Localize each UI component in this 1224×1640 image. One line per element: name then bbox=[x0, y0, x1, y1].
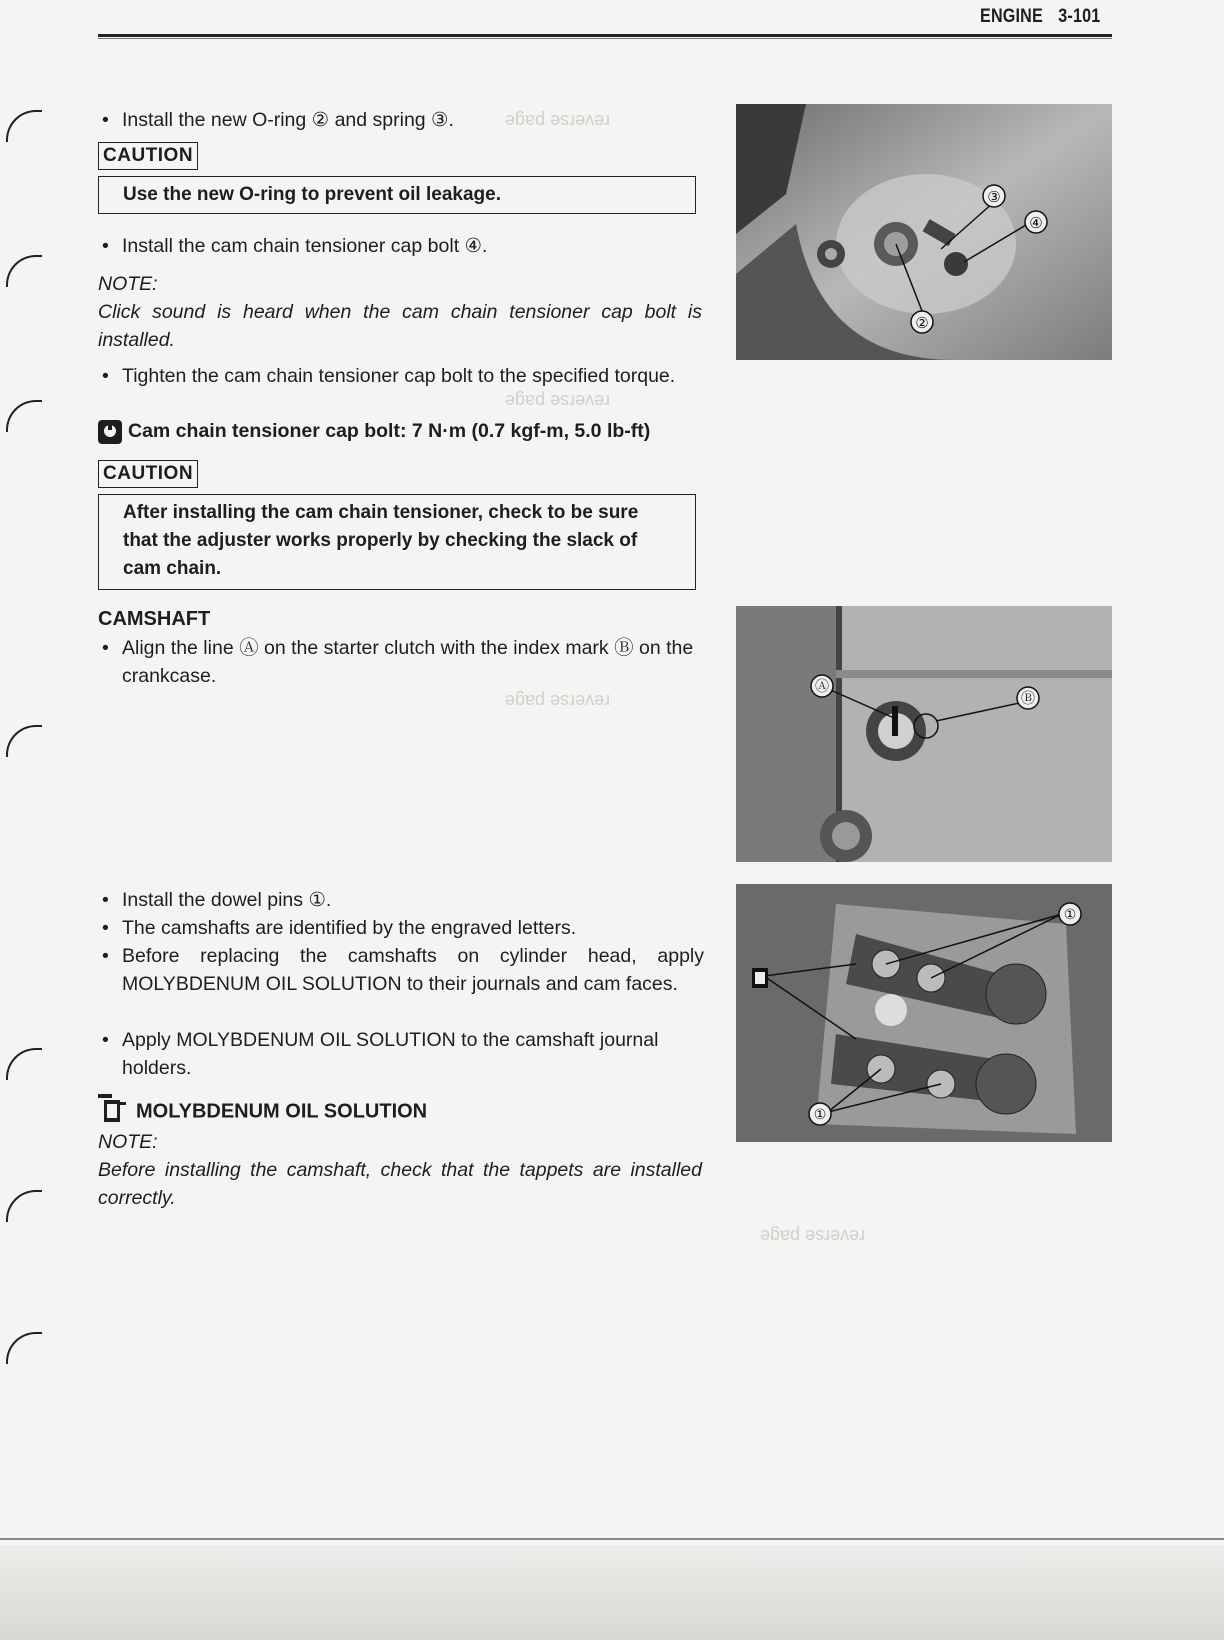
photo-starter-clutch-alignment bbox=[736, 606, 1112, 862]
oil-can-icon bbox=[98, 1092, 128, 1132]
lubricant-spec bbox=[98, 1092, 427, 1132]
binder-ring-mark bbox=[6, 1332, 42, 1364]
binder-ring-mark bbox=[6, 1048, 42, 1080]
lubricant-label: MOLYBDENUM OIL SOLUTION bbox=[136, 1100, 428, 1123]
binder-ring-mark bbox=[6, 255, 42, 287]
section-title-camshaft: CAMSHAFT bbox=[98, 608, 211, 630]
header-rule-thin bbox=[98, 38, 1112, 39]
caution-label: CAUTION bbox=[98, 142, 198, 170]
photo-callout: Ⓑ bbox=[1021, 691, 1035, 707]
page-header bbox=[980, 6, 1116, 28]
note-label: NOTE: bbox=[98, 273, 158, 295]
note-text: Click sound is heard when the cam chain tensioner cap bolt is installed. bbox=[98, 301, 702, 351]
note-label: NOTE: bbox=[98, 1131, 158, 1153]
photo-callout: ④ bbox=[1029, 214, 1043, 232]
caution-label: CAUTION bbox=[98, 460, 198, 488]
bleed-through-text: reverse page bbox=[505, 691, 611, 711]
header-rule bbox=[98, 34, 1112, 37]
photo-callout: ① bbox=[813, 1107, 827, 1123]
bleed-through-text: reverse page bbox=[760, 1226, 866, 1246]
photo-callout: ① bbox=[1063, 907, 1077, 923]
photo-camshaft-drawing bbox=[736, 884, 1112, 1142]
caution-box: After installing the cam chain tensioner, check to be sure that the adjuster works properly by checking the slack of cam chain. bbox=[98, 494, 696, 590]
photo-callout: ② bbox=[915, 314, 929, 332]
photo-starter-clutch-drawing bbox=[736, 606, 1112, 862]
binder-ring-mark bbox=[6, 400, 42, 432]
page-bottom-shadow bbox=[0, 1545, 1224, 1640]
torque-wrench-icon bbox=[98, 420, 122, 444]
photo-callout: Ⓐ bbox=[815, 679, 829, 695]
photo-callout: ③ bbox=[987, 188, 1001, 206]
note-text: Before installing the camshaft, check that the tappets are installed correctly. bbox=[98, 1159, 702, 1209]
manual-page: ENGINE 3-101 reverse page reverse page reverse page reverse page • Install the new O-ring ② and spring ③. CAUTION Use the new O-ring to prevent oil leakage. • Install the cam chain tensioner cap bolt ④. NOTE: Click sound is heard when the cam chain tensioner cap bolt is installed. • Tighten the cam chain tensioner cap bolt to the specified torque. Cam chain tensioner cap bolt: 7 N·m (0.7 kgf-m, 5.0 lb-ft) CAUTION After installing the cam chain tensioner, check to be sure that the adjuster works properly by checking the slack of cam chain. ③ ④ ② CAMSHAFT • Align the line Ⓐ on the starter clutch with the index mark Ⓑ on the crankcase. Ⓐ Ⓑ • Install the dowel pins ①. • The camshafts are identified by the engraved letters. • Before replacing the camshafts on cylinder head, apply MOLYBDENUM OIL SOLUTION to their journals and cam faces. • Apply MOLYBDENUM OIL SOLUTION to the camshaft journal holders. MOLYBDENUM OIL SOLUTION NOTE: Before installing the camshaft, check that the tappets are installed correctly. ① ① bbox=[0, 0, 1224, 1640]
torque-spec-text: Cam chain tensioner cap bolt: 7 N·m (0.7 kgf-m, 5.0 lb-ft) bbox=[128, 420, 651, 443]
photo-camshaft-dowel-pins bbox=[736, 884, 1112, 1142]
binder-ring-mark bbox=[6, 725, 42, 757]
photo-cam-chain-tensioner-drawing bbox=[736, 104, 1112, 360]
bleed-through-text: reverse page bbox=[505, 111, 611, 131]
photo-cam-chain-tensioner bbox=[736, 104, 1112, 360]
binder-ring-mark bbox=[6, 110, 42, 142]
header-page-number: 3-101 bbox=[1058, 6, 1101, 27]
binder-ring-mark bbox=[6, 1190, 42, 1222]
page-bottom-edge bbox=[0, 1538, 1224, 1540]
torque-spec bbox=[98, 420, 650, 444]
header-section: ENGINE bbox=[980, 6, 1043, 27]
caution-box: Use the new O-ring to prevent oil leakage. bbox=[98, 176, 696, 214]
bleed-through-text: reverse page bbox=[505, 391, 611, 411]
